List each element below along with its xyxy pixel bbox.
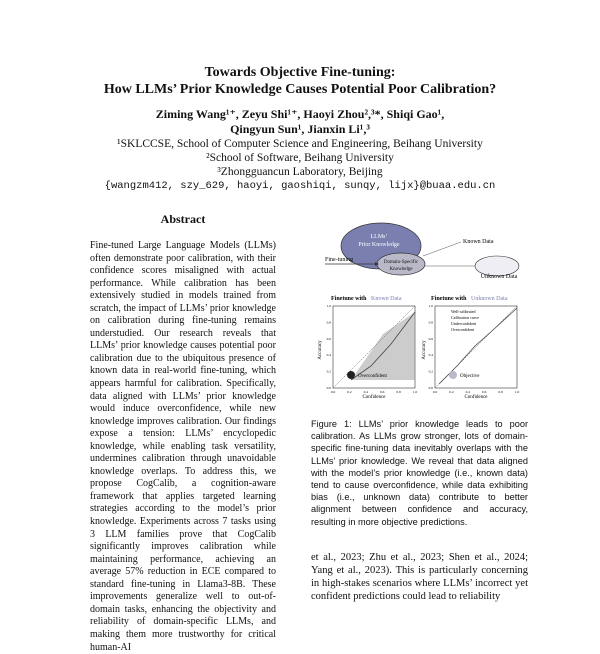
- email-list: {wangzm412, szy_629, haoyi, gaoshiqi, sunqy, lijx}@buaa.edu.cn: [104, 180, 496, 192]
- right-plot-title-prefix: Finetune with: [431, 296, 467, 302]
- left-x-tick: 0.8: [396, 390, 401, 394]
- unknown-data-ellipse: [475, 256, 519, 276]
- domain-label-2: Knowledge: [389, 267, 413, 272]
- right-x-tick: 1.0: [514, 390, 520, 394]
- right-y-tick: 1.0: [428, 304, 433, 308]
- left-overconfident-area: [351, 312, 415, 380]
- figure-caption: Figure 1: LLMs’ prior knowledge leads to poor calibration. As LLMs grow stronger, lots of domain-specific fine-tuning data inevitably overlaps with the LLMs’ prior knowledge. We reveal that data aligned with the model’s prior knowledge (i.e., known data) tend to cause overconfidence, while data exhibiting bias (i.e., unknown data) contribute to better alignment between confidence and accuracy, resulting in more objective predictions.: [311, 419, 528, 527]
- right-x-tick: 0.2: [449, 390, 454, 394]
- domain-label-1: Domain-Specific: [383, 260, 419, 265]
- right-xlabel: Confidence: [464, 395, 488, 400]
- legend-underconfident: Underconfident: [451, 321, 477, 326]
- right-x-tick: 0.0: [432, 390, 438, 394]
- left-y-tick: 0.0: [326, 386, 331, 390]
- right-plot-title-suffix: Unknown Data: [471, 296, 508, 302]
- left-y-tick: 0.6: [326, 336, 331, 341]
- right-y-tick: 0.0: [428, 386, 433, 390]
- right-y-tick: 0.6: [428, 336, 433, 341]
- affiliation-1: ¹SKLCCSE, School of Computer Science and Engineering, Beihang University: [117, 138, 483, 150]
- left-plot-title-prefix: Finetune with: [331, 296, 367, 302]
- authors-line-1: Ziming Wang¹⁺, Zeyu Shi¹⁺, Haoyi Zhou²,³*, Shiqi Gao¹,: [155, 107, 445, 121]
- authors-line-2: Qingyun Sun¹, Jianxin Li¹,³: [230, 122, 370, 136]
- left-plot-title-suffix: Known Data: [371, 296, 402, 302]
- abstract-heading: Abstract: [160, 212, 206, 226]
- left-x-tick: 0.4: [363, 390, 368, 394]
- legend-well-calibrated: Well-calibrated: [451, 309, 476, 314]
- right-y-tick: 0.4: [428, 353, 433, 358]
- unknown-data-label: Unknown Data: [480, 274, 518, 280]
- known-data-pointer: [423, 242, 461, 256]
- left-y-tick: 0.8: [326, 320, 331, 325]
- left-badge-dot: [347, 371, 355, 379]
- llm-label-2: Prior Knowledge: [358, 242, 400, 248]
- left-x-tick: 0.0: [330, 390, 336, 394]
- affiliation-2: ²School of Software, Beihang University: [206, 152, 394, 164]
- left-xlabel: Confidence: [362, 395, 386, 400]
- left-badge-text: Overconfident: [358, 374, 387, 379]
- legend-overconfident: Overconfident: [451, 327, 475, 332]
- right-x-tick: 0.8: [498, 390, 503, 394]
- affiliation-3: ³Zhongguancun Laboratory, Beijing: [217, 166, 383, 178]
- right-y-tick: 0.2: [428, 369, 433, 374]
- left-x-tick: 1.0: [412, 390, 418, 394]
- body-text-right: et al., 2023; Zhu et al., 2023; Shen et al., 2024; Yang et al., 2023). This is particularly concerning in high-stakes scenarios where LLMs’ incorrect yet confident predictions could lead to reliability: [311, 552, 528, 602]
- llm-label-1: LLMs’: [370, 234, 388, 240]
- right-badge-dot: [449, 371, 457, 379]
- left-x-tick: 0.2: [347, 390, 352, 394]
- right-badge-text: Objective: [460, 374, 480, 379]
- left-x-tick: 0.6: [380, 390, 385, 394]
- paper-title-line-1: Towards Objective Fine-tuning:: [204, 65, 396, 80]
- right-x-tick: 0.4: [465, 390, 470, 394]
- left-ylabel: Accuracy: [318, 340, 323, 360]
- right-y-tick: 0.8: [428, 320, 433, 325]
- left-y-tick: 0.4: [326, 353, 331, 358]
- left-y-tick: 1.0: [326, 304, 331, 308]
- left-y-tick: 0.2: [326, 369, 331, 374]
- right-x-tick: 0.6: [482, 390, 487, 394]
- figure-1: [311, 216, 531, 412]
- known-data-label: Known Data: [463, 239, 494, 245]
- right-ylabel: Accuracy: [422, 340, 427, 360]
- abstract-text: Fine-tuned Large Language Models (LLMs) often demonstrate poor calibration, with their confidence scores misaligned with actual performance. While calibration has been extensively studied in models trained from scratch, the impact of LLMs’ prior knowledge on calibration during fine-tuning remains understudied. Our research reveals that LLMs’ prior knowledge causes potential poor calibration due to the ubiquitous presence of known data in real-world fine-tuning, which appears harmful for calibration. Specifically, data aligned with LLMs’ prior knowledge would induce overconfidence, while new knowledge improves calibration. Our findings expose a tension: LLMs’ encyclopedic knowledge, while enabling task versatility, undermines calibration through unavoidable knowledge overlaps. To address this, we propose CogCalib, a cognition-aware framework that applies targeted learning strategies according to the model’s prior knowledge. Experiments across 7 tasks using 3 LLM families prove that CogCalib significantly improves calibration while maintaining performance, achieving an average 57% reduction in ECE compared to standard fine-tuning in Llama3-8B. These improvements generalize well to out-of-domain tasks, enhancing the objectivity and reliability of domain-specific LLMs, and making them more trustworthy for critical human-AI: [90, 240, 276, 653]
- fine-tuning-label: Fine-tuning: [325, 257, 353, 263]
- paper-title-line-2: How LLMs’ Prior Knowledge Causes Potential Poor Calibration?: [103, 82, 497, 97]
- legend-calibration-curve: Calibration curve: [451, 315, 479, 320]
